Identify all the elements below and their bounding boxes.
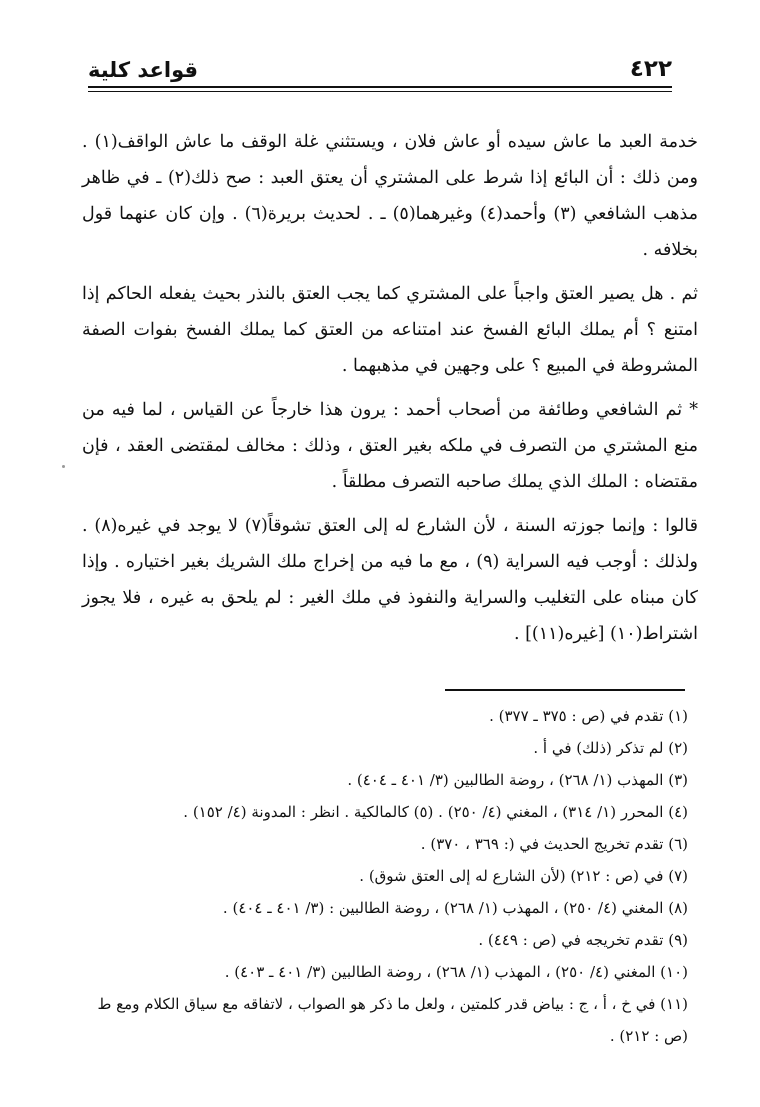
header-rule [88, 86, 672, 88]
page-number: ٤٢٢ [629, 56, 672, 82]
scan-speck [62, 465, 65, 468]
footnote: (١٠) المغني (٤/ ٢٥٠) ، المهذب (١/ ٢٦٨) ، روضة الطالبين (٣/ ٤٠١ ـ ٤٠٣) . [224, 963, 688, 981]
footnote: (٣) المهذب (١/ ٢٦٨) ، روضة الطالبين (٣/ ٤٠١ ـ ٤٠٤) . [347, 771, 688, 789]
page-header [88, 42, 672, 82]
running-title: قواعد كلية [88, 58, 198, 82]
header-rule-thin [88, 91, 672, 92]
footnote: (٩) تقدم تخريجه في (ص : ٤٤٩) . [478, 931, 688, 949]
paragraph: ثم . هل يصير العتق واجباً على المشتري كما يجب العتق بالنذر بحيث يفعله الحاكم إذا امتنع ؟ أم يملك البائع الفسخ عند امتناعه من العتق كما يملك الفسخ بفوات الصفة المشروطة في المبيع ؟ على وجهين في مذهبهما . [82, 284, 698, 376]
footnote: (٢) لم تذكر (ذلك) في أ . [533, 739, 688, 757]
footnote: (٧) في (ص : ٢١٢) (لأن الشارع له إلى العتق شوق) . [359, 867, 688, 885]
footnote: (٦) تقدم تخريج الحديث في (: ٣٦٩ ، ٣٧٠) . [420, 835, 688, 853]
footnotes [92, 700, 688, 1052]
paragraph: خدمة العبد ما عاش سيده أو عاش فلان ، ويستثني غلة الوقف ما عاش الواقف(١) . ومن ذلك : أن البائع إذا شرط على المشتري أن يعتق العبد : صح ذلك(٢) ـ في ظاهر مذهب الشافعي (٣) وأحمد(٤) وغيرهما(٥) ـ . لحديث بريرة(٦) . وإن كان عنهما قول بخلافه . [82, 132, 699, 260]
footnote: (١١) في خ ، أ ، ج : بياض قدر كلمتين ، ولعل ما ذكر هو الصواب ، لاتفاقه مع سياق الكلام ومع ط (ص : ٢١٢) . [97, 995, 688, 1045]
paragraph: * ثم الشافعي وطائفة من أصحاب أحمد : يرون هذا خارجاً عن القياس ، لما فيه من منع المشتري من التصرف في ملكه بغير العتق ، وذلك : مخالف لمقتضى العقد ، فإن مقتضاه : الملك الذي يملك صاحبه التصرف مطلقاً . [82, 400, 698, 492]
footnote: (٨) المغني (٤/ ٢٥٠) ، المهذب (١/ ٢٦٨) ، روضة الطالبين : (٣/ ٤٠١ ـ ٤٠٤) . [222, 899, 688, 917]
footnote: (٤) المحرر (١/ ٣١٤) ، المغني (٤/ ٢٥٠) . (٥) كالمالكية . انظر : المدونة (٤/ ١٥٢) . [183, 803, 688, 821]
main-text [82, 124, 698, 660]
footnote-separator [445, 689, 685, 691]
paragraph: قالوا : وإنما جوزته السنة ، لأن الشارع له إلى العتق تشوقاً(٧) لا يوجد في غيره(٨) . ولذلك : أوجب فيه السراية (٩) ، مع ما فيه من إخراج ملك الشريك بغير اختياره . وإذا كان مبناه على التغليب والسراية والنفوذ في ملك الغير : لم يلحق به غيره ، فلا يجوز اشتراط(١٠) [غيره(١١)] . [82, 516, 699, 644]
footnote: (١) تقدم في (ص : ٣٧٥ ـ ٣٧٧) . [489, 707, 688, 725]
